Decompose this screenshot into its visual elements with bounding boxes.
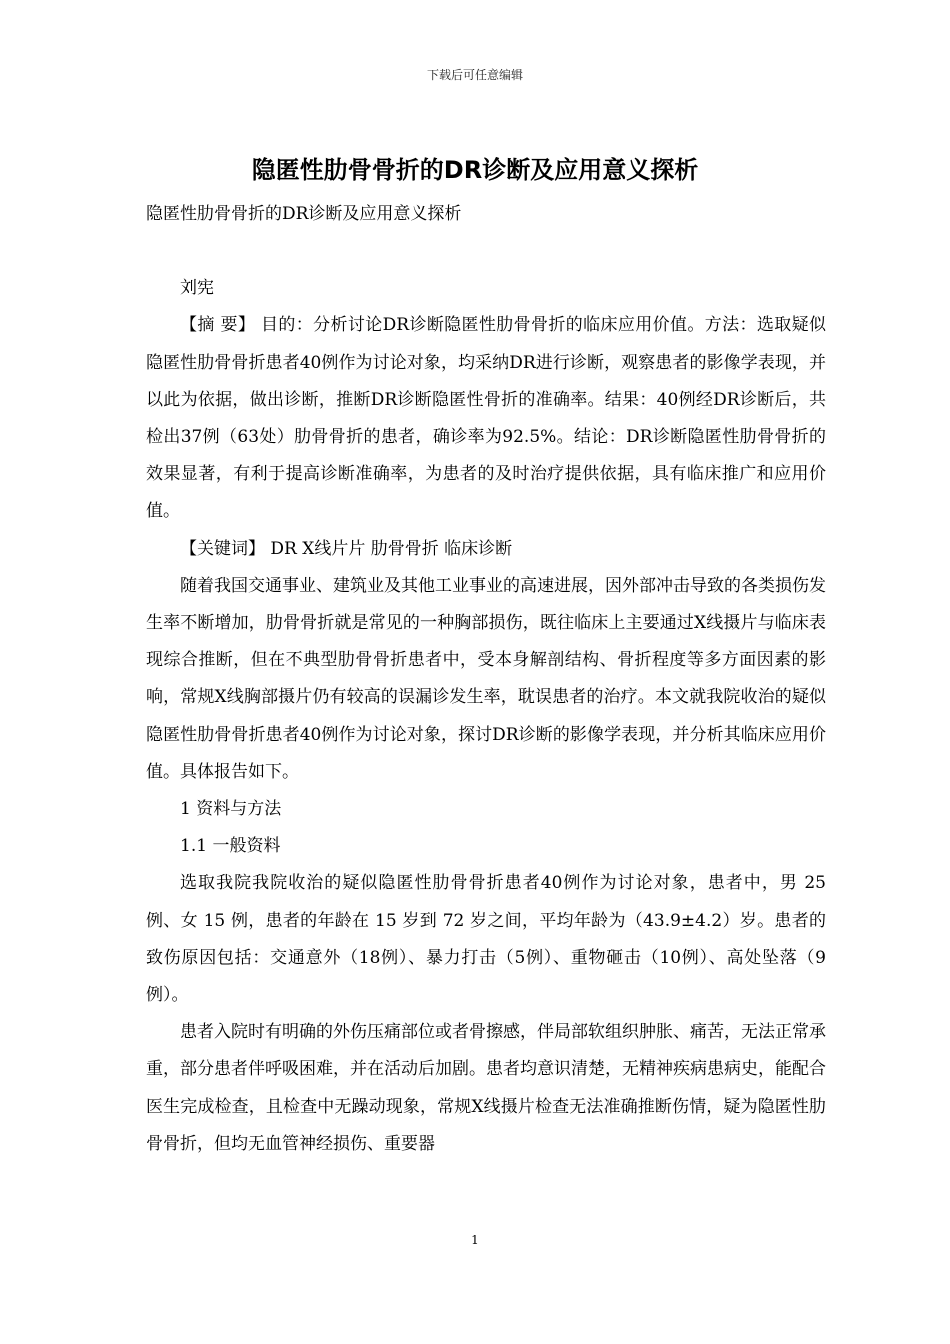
abstract-paragraph (146, 307, 826, 530)
header-note: 下载后可任意编辑 (426, 68, 523, 82)
section-heading-general-info: 1.1 一般资料 (180, 836, 281, 857)
abstract-text: 目的：分析讨论DR诊断隐匿性肋骨骨折的临床应用价值。方法：选取疑似隐匿性肋骨骨折患者40例作为讨论对象，均采纳DR进行诊断，观察患者的影像学表现，并以此为依据，做出诊断，推断DR诊断隐匿性骨折的准确率。结果：40例经DR诊断后，共检出37例（63处）肋骨骨折的患者，确诊率为92.5%。结论：DR诊断隐匿性肋骨骨折的效果显著，有利于提高诊断准确率，为患者的及时治疗提供依据，具有临床推广和应用价值。 (146, 315, 826, 522)
abstract-label: 【摘 要】 (180, 315, 256, 336)
general-info-paragraph: 选取我院我院收治的疑似隐匿性肋骨骨折患者40例作为讨论对象，患者中，男 25 例、女 15 例，患者的年龄在 15 岁到 72 岁之间，平均年龄为（43.9±4.2）岁。患者的致伤原因包括：交通意外（18例）、暴力打击（5例）、重物砸击（10例）、高处坠落（9例）。 (146, 873, 826, 1006)
author-name: 刘宪 (180, 278, 214, 299)
keywords-paragraph (146, 531, 826, 568)
document-body (146, 196, 826, 1163)
keywords-label: 【关键词】 (180, 538, 265, 559)
patient-condition-paragraph: 患者入院时有明确的外伤压痛部位或者骨擦感，伴局部软组织肿胀、痛苦，无法正常承重，部分患者伴呼吸困难，并在活动后加剧。患者均意识清楚，无精神疾病患病史，能配合医生完成检查，且检查中无躁动现象，常规X线摄片检查无法准确推断伤情，疑为隐匿性肋骨骨折，但均无血管神经损伤、重要器 (146, 1022, 826, 1154)
document-subtitle: 隐匿性肋骨骨折的DR诊断及应用意义探析 (146, 204, 462, 224)
keywords-text: DR X线片片 肋骨骨折 临床诊断 (265, 538, 513, 559)
intro-paragraph: 随着我国交通事业、建筑业及其他工业事业的高速进展，因外部冲击导致的各类损伤发生率不断增加，肋骨骨折就是常见的一种胸部损伤，既往临床上主要通过X线摄片与临床表现综合推断，但在不典型肋骨骨折患者中，受本身解剖结构、骨折程度等多方面因素的影响，常规X线胸部摄片仍有较高的误漏诊发生率，耽误患者的治疗。本文就我院收治的疑似隐匿性肋骨骨折患者40例作为讨论对象，探讨DR诊断的影像学表现，并分析其临床应用价值。具体报告如下。 (146, 575, 826, 782)
document-title: 隐匿性肋骨骨折的DR诊断及应用意义探析 (251, 156, 699, 184)
section-heading-materials-methods: 1 资料与方法 (180, 799, 282, 820)
page-number: 1 (471, 1233, 479, 1247)
